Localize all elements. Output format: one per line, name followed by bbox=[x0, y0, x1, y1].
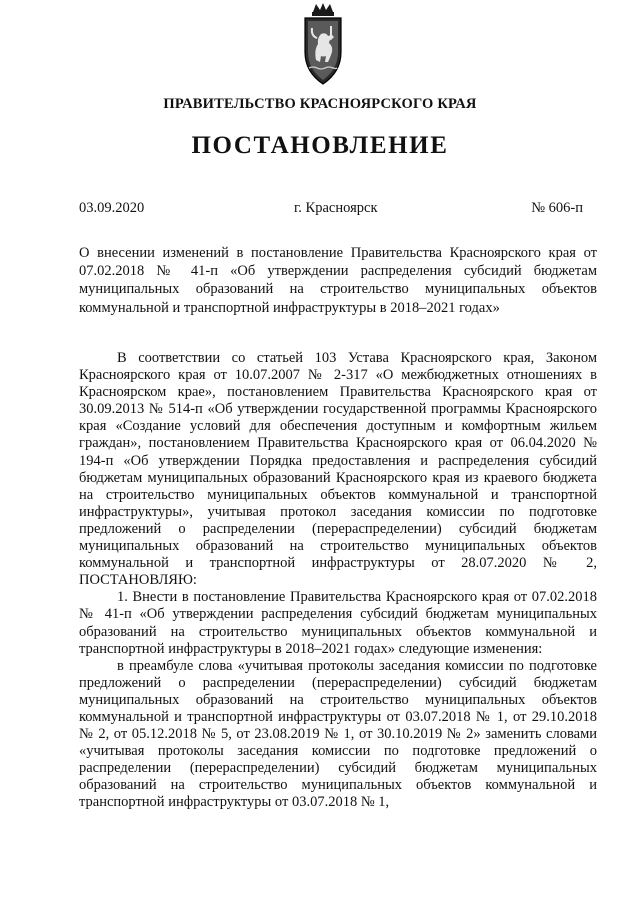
document-number: № 606-п bbox=[531, 200, 583, 216]
document-body bbox=[79, 350, 597, 812]
document-city: г. Красноярск bbox=[294, 200, 378, 216]
body-paragraph-preamble: В соответствии со статьей 103 Устава Красноярского края, Законом Красноярского края от 10.07.2007 № 2-317 «О межбюджетных отношениях в Красноярском крае», постановлением Правительства Красноярского края от 30.09.2013 № 514-п «Об утверждении государственной программы Красноярского края «Создание условий для обеспечения доступным и комфортным жильем граждан», постановлением Правительства Красноярского края от 06.04.2020 № 194-п «Об утверждении Порядка предоставления и распределения субсидий бюджетам муниципальных образований Красноярского края из краевого бюджета на строительство муниципальных объектов коммунальной и транспортной инфраструктуры», учитывая протокол заседания комиссии по подготовке предложений о распределении (перераспределении) субсидий бюджетам муниципальных образований на строительство муниципальных объектов коммунальной и транспортной инфраструктуры от 28.07.2020 № 2, ПОСТАНОВЛЯЮ: bbox=[79, 350, 597, 589]
body-paragraph-item-1: 1. Внести в постановление Правительства Красноярского края от 07.02.2018 № 41-п «Об утверждении распределения субсидий бюджетам муниципальных образований на строительство муниципальных объектов коммунальной и транспортной инфраструктуры в 2018–2021 годах» следующие изменения: bbox=[79, 589, 597, 657]
government-name: ПРАВИТЕЛЬСТВО КРАСНОЯРСКОГО КРАЯ bbox=[163, 96, 477, 112]
body-paragraph-amendment: в преамбуле слова «учитывая протоколы заседания комиссии по подготовке предложений о распределении (перераспределении) субсидий бюджетам муниципальных образований на строительство муниципальных объектов коммунальной и транспортной инфраструктуры от 03.07.2018 № 1, от 29.10.2018 № 2, от 05.12.2018 № 5, от 23.08.2019 № 1, от 30.10.2019 № 2» заменить словами «учитывая протоколы заседания комиссии по подготовке предложений о распределении (перераспределении) субсидий бюджетам муниципальных образований на строительство муниципальных объектов коммунальной и транспортной инфраструктуры от 03.07.2018 № 1, bbox=[79, 657, 597, 811]
document-date: 03.09.2020 bbox=[79, 200, 145, 216]
coat-of-arms-icon bbox=[299, 2, 347, 86]
document-type-title: ПОСТАНОВЛЕНИЕ bbox=[191, 132, 449, 159]
document-subject: О внесении изменений в постановление Правительства Красноярского края от 07.02.2018 № 41-п «Об утверждении распределения субсидий бюджетам муниципальных образований на строительство муниципальных объектов коммунальной и транспортной инфраструктуры в 2018–2021 годах» bbox=[79, 245, 597, 316]
